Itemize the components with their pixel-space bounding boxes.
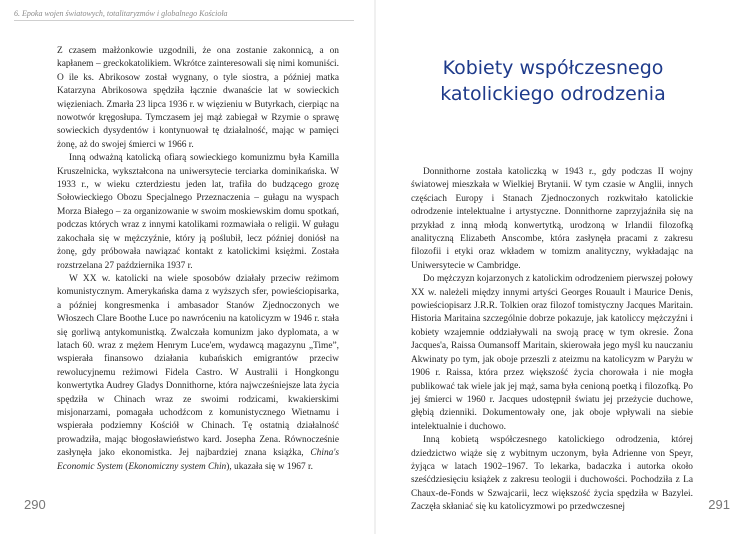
chapter-title-line: katolickiego odrodzenia — [440, 83, 666, 105]
book-title: China's Economic System — [57, 448, 339, 472]
paragraph: Donnithorne została katoliczką w 1943 r., gdy podczas II wojny światowej mieszkała w Wielkiej Brytanii. W tym czasie w Anglii, innych częściach Europy i Stanach Zjednoczonych rozkwitało katolickie odrodzenie intelektualne i artystyczne. Donnithorne zaprzyjaźniła się na przykład z inną młodą konwertytką, urodzoną w Irlandii filozofką analityczną Elizabeth Anscombe, która zasłynęła pracami z zakresu filozofii i etyki oraz wkładem w tomizm analityczny, wykładając na Uniwersytecie w Cambridge. — [411, 167, 693, 271]
paragraph: Inną kobietą współczesnego katolickiego odrodzenia, której dziedzictwo wiąże się z wybitnym uczonym, była Adrienne von Speyr, żyjąca w latach 1902–1967. To lekarka, badaczka i autorka około sześćdziesięciu książek z zakresu teologii i duchowości. Pochodziła z La Chaux-de-Fonds w Szwajcarii, lecz większość życia spędziła w Bazylei. Zaczęła skłaniać się ku katolicyzmowi po przedwczesnej — [411, 435, 693, 513]
running-header: 6. Epoka wojen światowych, totalitaryzmów i globalnego Kościoła — [14, 9, 354, 21]
paragraph-tail: ), ukazała się w 1967 r. — [226, 461, 313, 472]
paragraph — [57, 273, 339, 474]
page-number: 291 — [708, 497, 730, 512]
page-number: 290 — [24, 497, 46, 512]
paragraph: Inną odważną katolicką ofiarą sowieckiego komunizmu była Kamilla Kruszelnicka, wykształcona na uniwersytecie terciarka dominikańska. W 1933 r., w wieku czterdziestu jeden lat, trafiła do budzącego grozę Sołowieckiego Obozu Specjalnego Przeznaczenia – gułagu na wyspach Morza Białego – za organizowanie w swoim moskiewskim domu spotkań, podczas których wraz z innymi katolikami rozmawiała o religii. W gułagu zakochała się w mężczyźnie, który ją poślubił, lecz później doniósł na żonę, gdy próbowała nawiązać kontakt z katolickimi księżmi. Została rozstrzelana 27 października 1937 r. — [57, 153, 339, 271]
chapter-title-line: Kobiety współczesnego — [442, 57, 664, 79]
left-page — [0, 0, 372, 534]
chapter-title — [398, 55, 708, 107]
paragraph: Do mężczyzn kojarzonych z katolickim odrodzeniem pierwszej połowy XX w. należeli między innymi artyści Georges Rouault i Maurice Denis, powieściopisarz J.R.R. Tolkien oraz filozof tomistyczny Jacques Maritain. Historia Maritaina szczególnie dobrze pokazuje, jak katoliccy mężczyźni i kobiety wzajemnie oddziaływali na swoją pracę w tym okresie. Żona Jacques'a, Raissa Oumansoff Maritain, skierowała jego myśl ku nauczaniu Akwinaty po tym, jak oboje przeszli z ateizmu na katolicyzm w Paryżu w 1906 r. Raissa, która przez większość życia chorowała i nie mogła publikować tak wiele jak jej mąż, sama była cenioną poetką i filozofką. Po jej śmierci w 1960 r. Jacques udostępnił światu jej przeżycie duchowe, głębią dzienniki. Dokumentowały one, jak oboje wpływali na siebie intelektualnie i duchowo. — [411, 274, 693, 432]
left-body-text — [57, 45, 339, 474]
paren-open: ( — [122, 461, 129, 472]
book-title-translation: Ekonomiczny system Chin — [128, 461, 227, 472]
right-page — [378, 0, 750, 534]
right-body-text — [411, 166, 693, 515]
paragraph-text: W XX w. katolicki na wiele sposobów działały przeciw reżimom komunistycznym. Amerykańska dama z wyższych sfer, powieściopisarka, a później kongresmenka i ambasador Stanów Zjednoczonych we Włoszech Clare Boothe Luce po nawróceniu na katolicyzm w 1946 r. stała się gorliwą antykomunistką. Zwalczała komunizm jako dyplomata, a w latach 60. wraz z mężem Henrym Luce'em, wydawcą magazynu „Time”, wspierała finansowo działania kubańskich emigrantów przeciw rewolucyjnemu reżimowi Fidela Castro. W Australii i Hongkongu konwertytka Audrey Gladys Donnithorne, która najwcześniejsze lata życia spędziła w Chinach wraz ze swoimi rodzicami, kwakierskimi misjonarzami, pomagała uchodźcom z komunistycznego Wietnamu i wspierała podziemny Kościół w Chinach. Tę ostatnią działalność prowadziła, mając błogosławieństwo kard. Josepha Zena. Równocześnie zasłynęła jako ekonomistka. Jej najbardziej znana książka, — [57, 273, 339, 459]
paragraph: Z czasem małżonkowie uzgodnili, że ona zostanie zakonnicą, a on kapłanem – greckokatolikiem. Wkrótce zainteresowali się nimi komuniści. O ile ks. Abrikosow został wygnany, o tyle siostra, a później matka Katarzyna Abrikosowa spędziła łącznie dwanaście lat w sowieckich więzieniach. Zmarła 23 lipca 1936 r. w więzieniu w Butyrkach, cierpiąc na nowotwór kręgosłupa. Tymczasem jej mąż zabiegał w Rzymie o sprawę sowieckich dysydentów i kontynuował tę działalność, mając w pamięci żonę, aż do swojej śmierci w 1966 r. — [57, 46, 339, 150]
gutter — [374, 0, 376, 534]
